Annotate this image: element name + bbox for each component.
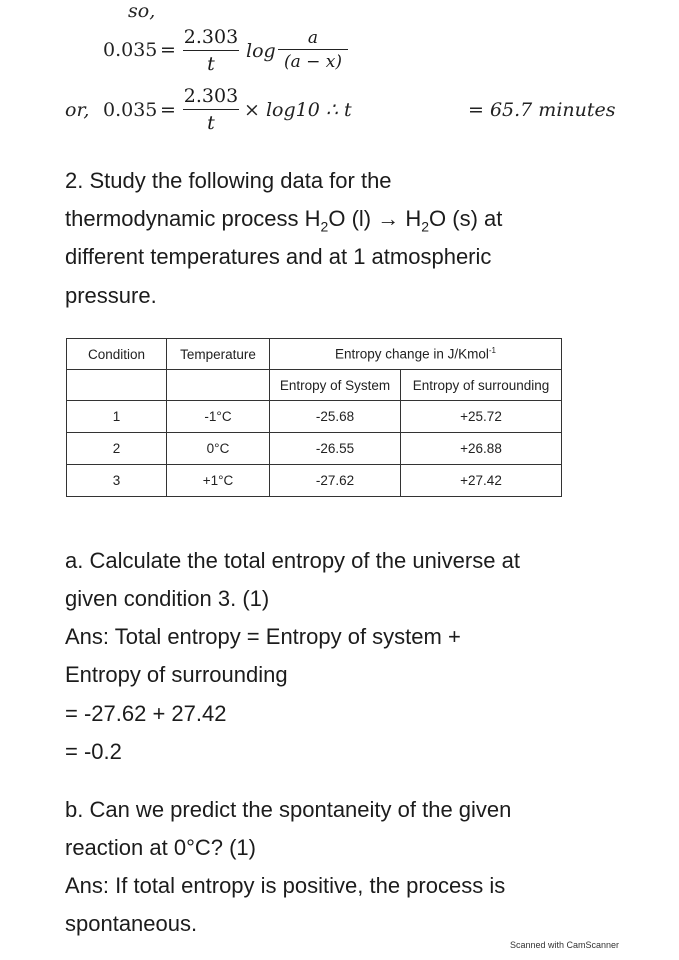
fraction-bar [183,50,239,51]
cell-temperature: +1°C [167,465,270,497]
eq2-result: = 65.7 minutes [468,99,616,121]
cell-condition: 3 [67,465,167,497]
q2-line-3: different temperatures and at 1 atmospheric [65,244,492,269]
qb-line-4: spontaneous. [65,911,198,936]
cell-temperature: 0°C [167,433,270,465]
cell-surrounding: +27.42 [401,465,562,497]
eq1-denominator: t [207,53,215,75]
cell-system: -26.55 [270,433,401,465]
empty-cell [67,370,167,401]
cell-surrounding: +25.72 [401,401,562,433]
eq1-log-fraction [278,28,348,73]
eq2-log-term: × log10 ∴ t [244,99,352,121]
entropy-change-superscript: -1 [488,346,496,356]
table-subheader-row [67,370,562,401]
table-header-row [67,339,562,370]
subscript-2: 2 [421,218,430,235]
q2-line-4: pressure. [65,283,157,308]
cell-system: -25.68 [270,401,401,433]
so-label: so, [128,0,156,22]
qb-line-1: b. Can we predict the spontaneity of the given [65,797,512,822]
header-temperature: Temperature [167,339,270,370]
cell-temperature: -1°C [167,401,270,433]
eq2-numerator: 2.303 [183,85,239,107]
eq1-equals: = [160,39,176,61]
table-row [67,433,562,465]
entropy-table [66,338,562,497]
qa-line-2: given condition 3. (1) [65,586,270,611]
eq2-fraction [183,84,239,135]
subscript-2: 2 [320,218,329,235]
qa-line-5: = -27.62 + 27.42 [65,701,227,726]
header-condition: Condition [67,339,167,370]
q2-text-a: thermodynamic process H [65,206,321,231]
qa-line-1: a. Calculate the total entropy of the universe at [65,548,520,573]
q2-line-1: 2. Study the following data for the [65,168,392,193]
qa-line-6: = -0.2 [65,739,122,764]
q2-line-2 [65,206,502,234]
header-system: Entropy of System [270,370,401,401]
qb-line-3: Ans: If total entropy is positive, the process is [65,873,506,898]
fraction-bar [278,49,348,50]
cell-condition: 2 [67,433,167,465]
scanner-watermark: Scanned with CamScanner [510,940,620,950]
qa-line-3: Ans: Total entropy = Entropy of system + [65,624,461,649]
q2-text-c: O (s) at [429,206,503,231]
table-row [67,401,562,433]
eq1-log-denominator: (a − x) [283,52,343,72]
qb-line-2: reaction at 0°C? (1) [65,835,256,860]
eq1-log: log [246,40,276,62]
cell-condition: 1 [67,401,167,433]
qa-line-4: Entropy of surrounding [65,662,288,687]
empty-cell [167,370,270,401]
cell-system: -27.62 [270,465,401,497]
eq1-lhs: 0.035 [103,39,158,61]
eq2-denominator: t [207,112,215,134]
header-entropy-change [270,339,562,370]
header-surrounding: Entropy of surrounding [401,370,562,401]
q2-text-b: O (l) → H [328,206,422,231]
eq1-numerator: 2.303 [183,26,239,48]
eq2-lhs: 0.035 [103,99,158,121]
eq1-log-numerator: a [307,28,319,48]
eq2-or: or, [65,99,90,121]
entropy-change-label: Entropy change in J/Kmol [335,346,489,362]
cell-surrounding: +26.88 [401,433,562,465]
fraction-bar [183,109,239,110]
eq2-equals: = [160,99,176,121]
table-row [67,465,562,497]
eq1-fraction [183,25,239,76]
